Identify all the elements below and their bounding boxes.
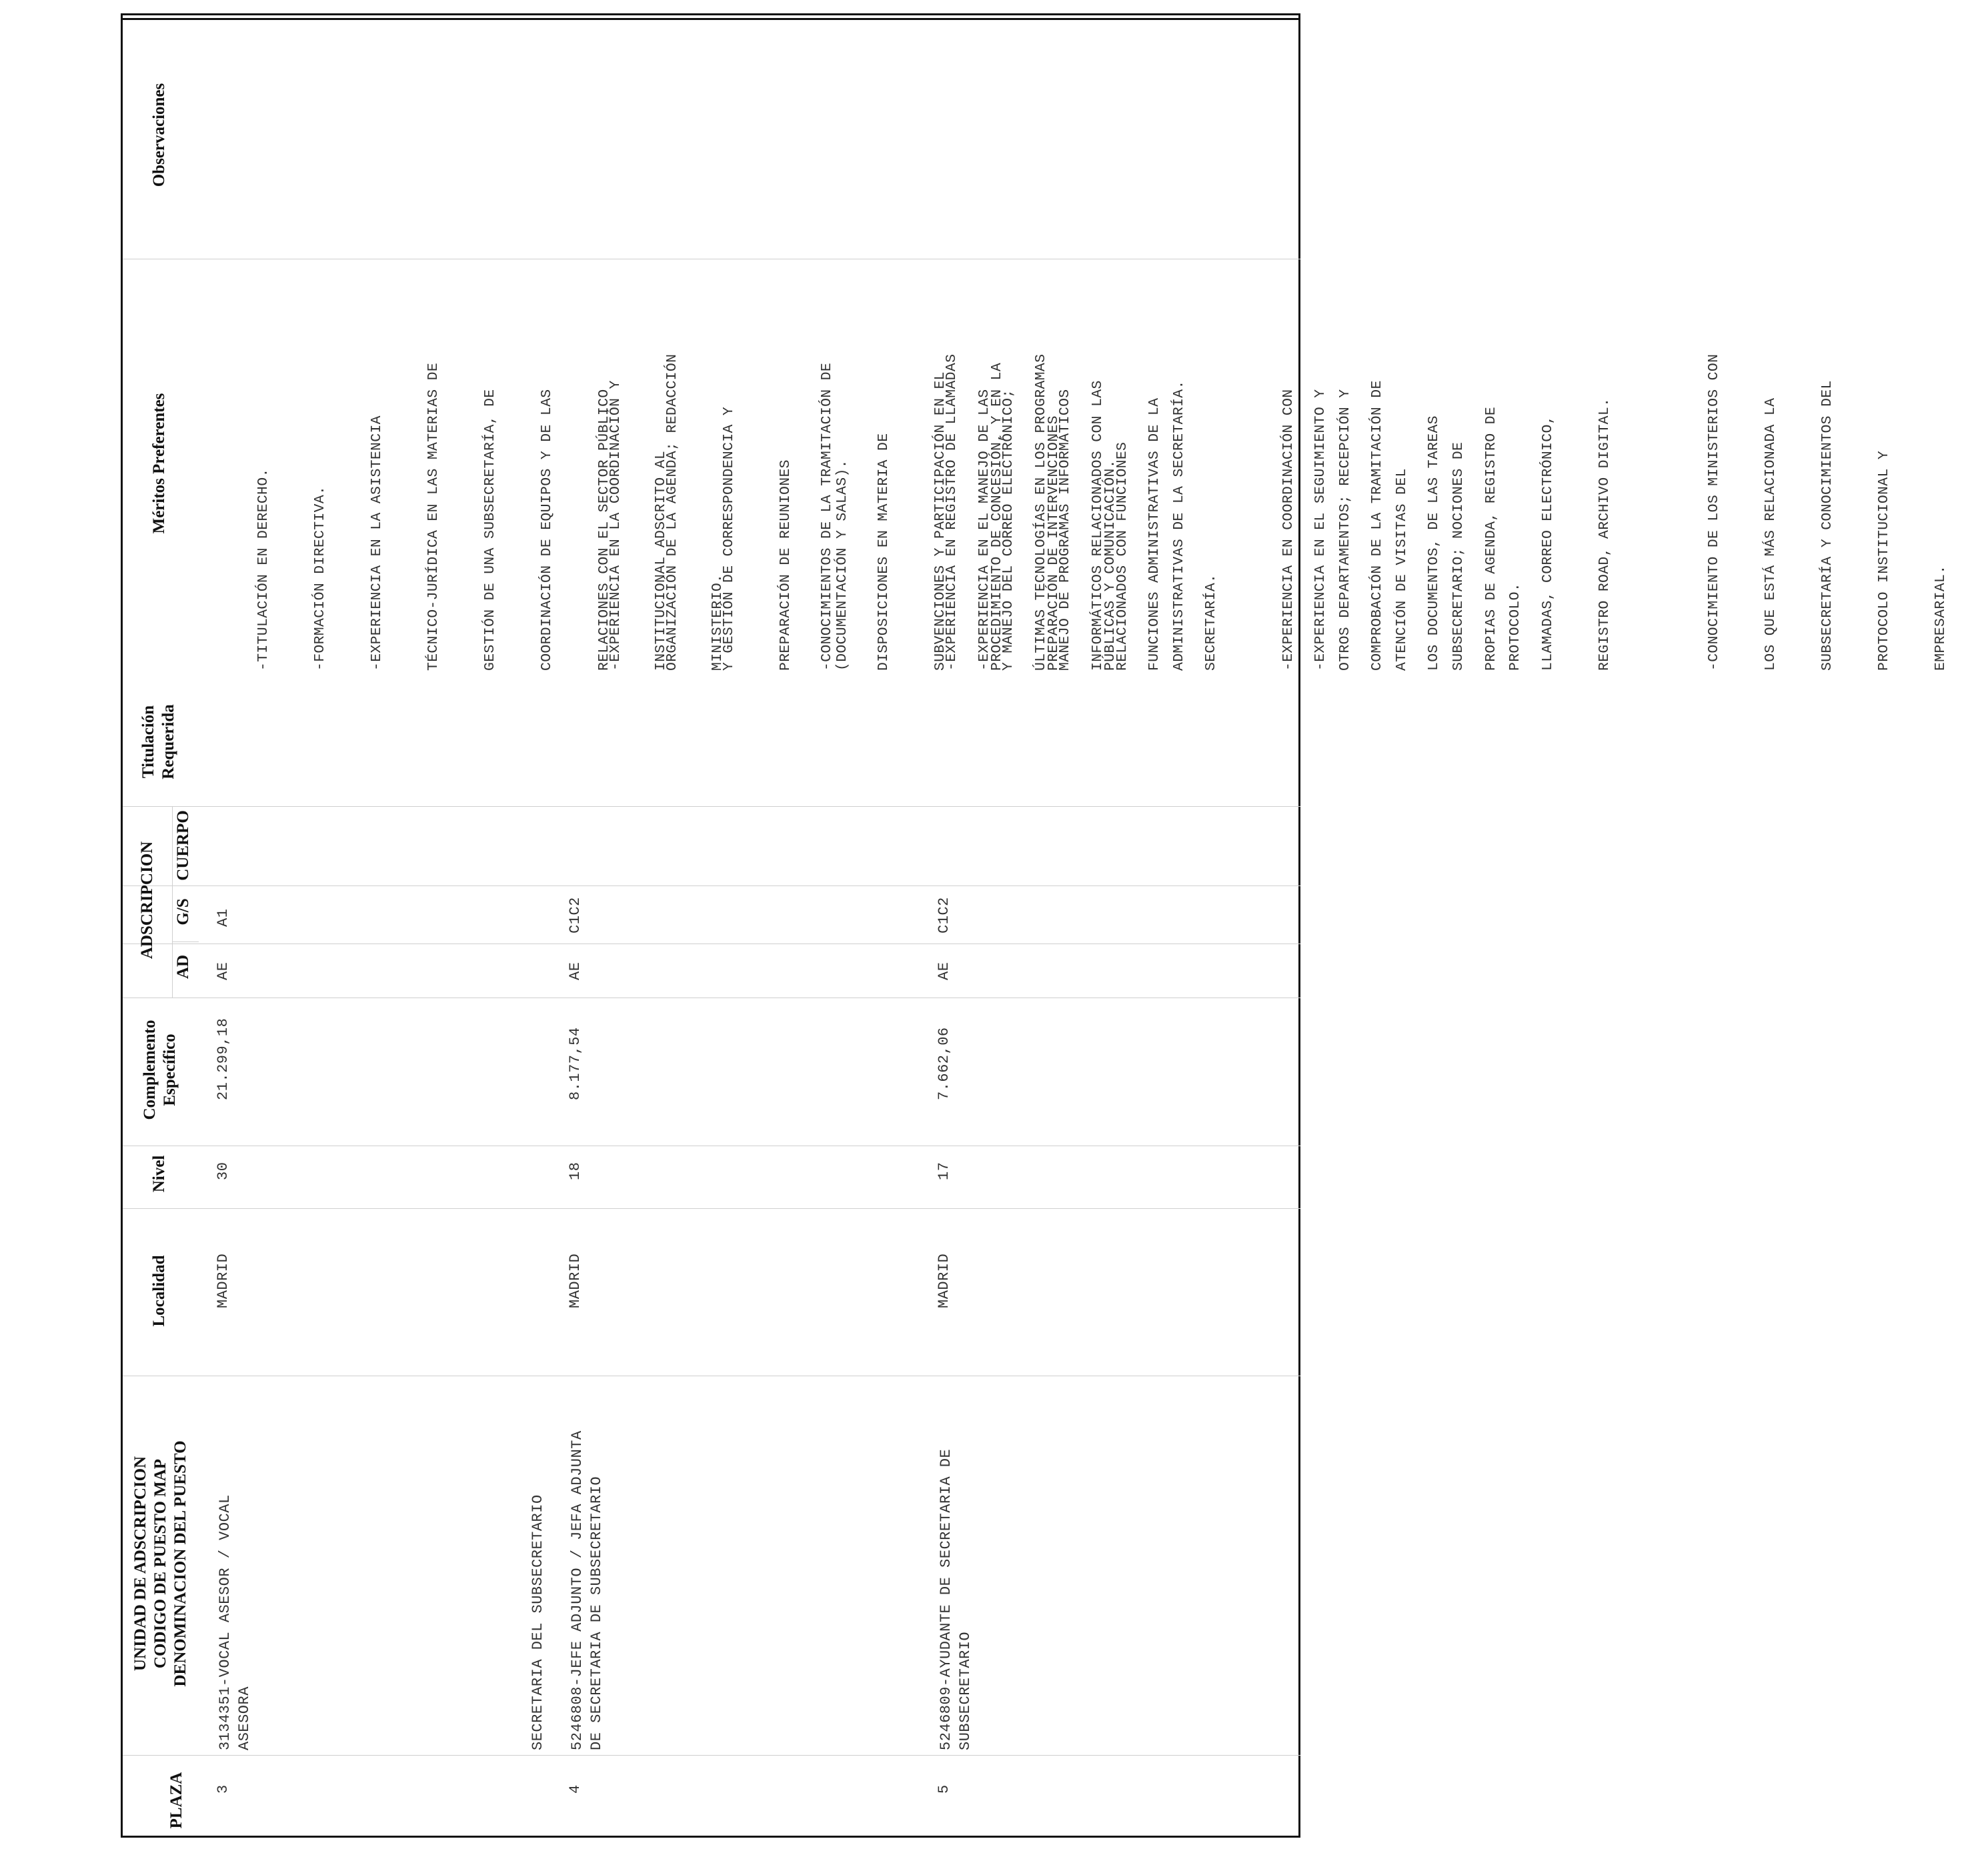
table-frame [121,13,1300,1838]
table-row-3-plaza: 3 [215,1784,231,1794]
table-row-3-localidad: MADRID [215,1253,231,1308]
header-meritos: Méritos Preferentes [150,393,168,534]
table-row-5-complemento: 7.662,06 [936,1027,952,1100]
header-sep-adscripcion [172,806,173,998]
table-row-5-meritos: -EXPERIENCIA EN EL MANEJO DE LAS ÚLTIMAS TECNOLOGÍAS EN LOS PROGRAMAS INFORMÁTICOS RELACIONADOS CON LAS FUNCIONES ADMINISTRATIVAS DE LA SECRETARÍA. -EXPERIENCIA EN EL SEGUIMIENTO Y COMPROBACIÓN DE LA TRAMITACIÓN DE LOS DOCUMENTOS, DE LAS TAREAS PROPIAS DE AGENDA, REGISTRO DE LLAMADAS, CORREO ELECTRÓNICO, REGISTRO ROAD, ARCHIVO DIGITAL. -CONOCIMIENTO DE LOS MINISTERIOS CON LOS QUE ESTÁ MÁS RELACIONADA LA SUBSECRETARÍA Y CONOCIMIENTOS DEL PROTOCOLO INSTITUCIONAL Y EMPRESARIAL. [976,353,1949,671]
table-row-3-ad: AE [215,962,231,980]
header-titulacion: Titulación Requerida [139,704,177,779]
table-row-5-ad: AE [936,962,952,980]
table-row-3-complemento: 21.299,18 [215,1018,231,1100]
section-unit-title: SECRETARIA DEL SUBSECRETARIO [530,1494,546,1750]
col-sep-unidad [123,1755,1300,1756]
col-sep-meritos [123,806,1300,807]
table-row-4-ad: AE [567,962,584,980]
table-row-3-puesto: 3134351-VOCAL ASESOR / VOCAL ASESORA [217,1494,253,1750]
header-localidad: Localidad [150,1255,168,1327]
table-row-5-gs: C1C2 [936,897,952,934]
header-separator [123,18,1300,20]
header-cuerpo: CUERPO [174,810,192,881]
col-sep-nivel [123,1208,1300,1209]
header-unidad: UNIDAD DE ADSCRIPCION CODIGO DE PUESTO MAP DENOMINACION DEL PUESTO [131,1440,189,1687]
table-row-4-complemento: 8.177,54 [567,1027,584,1100]
table-row-3-meritos: -TITULACIÓN EN DERECHO. -FORMACIÓN DIRECTIVA. -EXPERIENCIA EN LA ASISTENCIA TÉCNICO-JURÍDICA EN LAS MATERIAS DE GESTIÓN DE UNA SUBSECRETARÍA, DE COORDINACIÓN DE EQUIPOS Y DE LAS RELACIONES CON EL SECTOR PÚBLICO INSTITUCIONAL ADSCRITO AL MINISTERIO. -CONOCIMIENTOS DE LA TRAMITACIÓN DE DISPOSICIONES EN MATERIA DE SUBVENCIONES Y PARTICIPACIÓN EN EL PROCEDIMIENTO DE CONCESIÓN, Y EN LA PREPARACIÓN DE INTERVENCIONES PÚBLICAS Y COMUNICACIÓN. [255,362,1119,671]
table-row-5-puesto: 5246809-AYUDANTE DE SECRETARIA DE SUBSECRETARIO [938,1448,974,1750]
table-row-4-localidad: MADRID [567,1253,584,1308]
header-observaciones: Observaciones [150,83,168,187]
table-row-4-nivel: 18 [567,1162,584,1180]
table-row-3-gs: A1 [215,908,231,927]
table-row-4-meritos: -EXPERIENCIA EN LA COORDINACIÓN Y ORGANIZACIÓN DE LA AGENDA; REDACCIÓN Y GESTIÓN DE CORRESPONDENCIA Y PREPARACIÓN DE REUNIONES (DOCUMENTACIÓN Y SALAS). -EXPERIENCIA EN REGISTRO DE LLAMADAS Y MANEJO DEL CORREO ELECTRÓNICO; MANEJO DE PROGRAMAS INFORMÁTICOS RELACIONADOS CON FUNCIONES ADMINISTRATIVAS DE LA SECRETARÍA. -EXPERIENCIA EN COORDINACIÓN CON OTROS DEPARTAMENTOS; RECEPCIÓN Y ATENCIÓN DE VISITAS DEL SUBSECRETARIO; NOCIONES DE PROTOCOLO. [607,353,1523,671]
header-complemento: Complemento Específico [141,1020,179,1120]
header-plaza: PLAZA [167,1772,185,1829]
table-row-5-localidad: MADRID [936,1253,952,1308]
table-row-4-plaza: 4 [567,1784,584,1794]
header-nivel: Nivel [150,1155,168,1193]
table-row-5-nivel: 17 [936,1162,952,1180]
table-row-4-puesto: 5246808-JEFE ADJUNTO / JEFA ADJUNTA DE SECRETARIA DE SUBSECRETARIO [569,1430,605,1750]
table-row-5-plaza: 5 [936,1784,952,1794]
header-adscripcion: ADSCRIPCION [138,841,156,960]
table-row-3-nivel: 30 [215,1162,231,1180]
header-gs: G/S [174,898,192,925]
col-sep-titulacion [123,885,1300,886]
table-row-4-gs: C1C2 [567,897,584,934]
header-ad: AD [174,954,192,980]
